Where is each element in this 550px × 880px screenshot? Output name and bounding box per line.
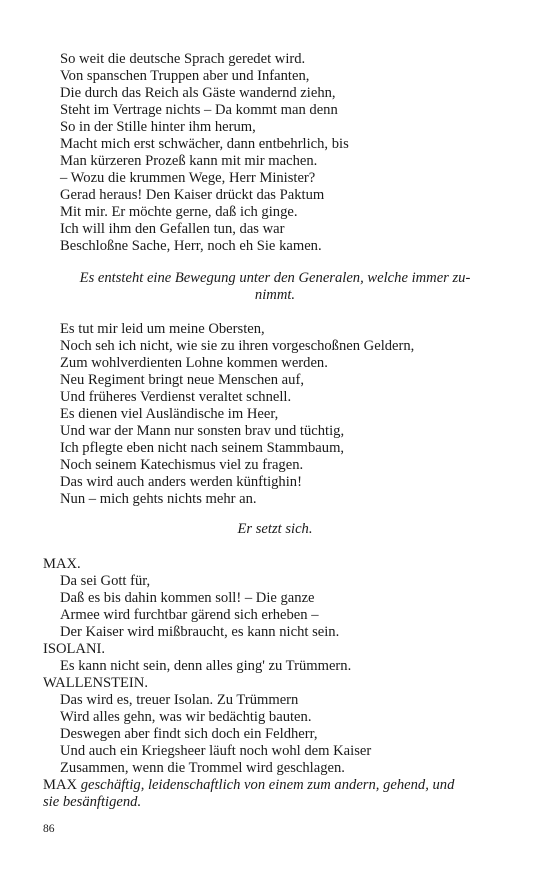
verse-line: So in der Stille hinter ihm herum, <box>60 119 256 135</box>
verse-line: Von spanschen Truppen aber und Infanten, <box>60 68 310 84</box>
verse-line: Und früheres Verdienst veraltet schnell. <box>60 389 292 405</box>
verse-block-2 <box>0 321 550 508</box>
verse-line: Es kann nicht sein, denn alles ging' zu Trümmern. <box>60 658 352 674</box>
stage-direction-line: nimmt. <box>254 287 296 303</box>
speaker-name: WALLENSTEIN. <box>43 675 148 691</box>
verse-line: Deswegen aber findt sich doch ein Feldherr, <box>60 726 318 742</box>
verse-block-1 <box>0 51 550 255</box>
speaker-name: ISOLANI. <box>43 641 106 657</box>
dialogue-block <box>0 556 550 811</box>
verse-line: Ich will ihm den Gefallen tun, das war <box>60 221 285 237</box>
verse-line: Da sei Gott für, <box>60 573 151 589</box>
verse-line: – Wozu die krummen Wege, Herr Minister? <box>60 170 316 186</box>
stage-direction <box>0 521 550 538</box>
page-number: 86 <box>43 823 55 835</box>
inline-stage-direction: sie besänftigend. <box>43 794 142 810</box>
speaker-name: MAX <box>43 777 78 793</box>
verse-line: Ich pflegte eben nicht nach seinem Stammbaum, <box>60 440 345 456</box>
stage-direction <box>0 270 550 304</box>
speaker-name: MAX. <box>43 556 81 572</box>
verse-line: Steht im Vertrage nichts – Da kommt man denn <box>60 102 338 118</box>
verse-line: Neu Regiment bringt neue Menschen auf, <box>60 372 304 388</box>
verse-line: Und war der Mann nur sonsten brav und tüchtig, <box>60 423 345 439</box>
verse-line: Macht mich erst schwächer, dann entbehrlich, bis <box>60 136 349 152</box>
inline-stage-direction: geschäftig, leidenschaftlich von einem zum andern, gehend, und <box>80 777 455 793</box>
verse-line: Das wird auch anders werden künftighin! <box>60 474 302 490</box>
verse-line: So weit die deutsche Sprach geredet wird. <box>60 51 306 67</box>
verse-line: Beschloßne Sache, Herr, noch eh Sie kamen. <box>60 238 322 254</box>
verse-line: Es tut mir leid um meine Obersten, <box>60 321 265 337</box>
verse-line: Nun – mich gehts nichts mehr an. <box>60 491 257 507</box>
verse-line: Noch seinem Katechismus viel zu fragen. <box>60 457 304 473</box>
verse-line: Zusammen, wenn die Trommel wird geschlagen. <box>60 760 345 776</box>
verse-line: Man kürzeren Prozeß kann mit mir machen. <box>60 153 318 169</box>
verse-line: Daß es bis dahin kommen soll! – Die ganze <box>60 590 315 606</box>
stage-direction-line: Er setzt sich. <box>237 521 313 537</box>
speaker-with-direction <box>0 777 550 794</box>
verse-line: Zum wohlverdienten Lohne kommen werden. <box>60 355 328 371</box>
verse-line: Die durch das Reich als Gäste wandernd ziehn, <box>60 85 336 101</box>
verse-line: Es dienen viel Ausländische im Heer, <box>60 406 279 422</box>
verse-line: Armee wird furchtbar gärend sich erheben – <box>60 607 319 623</box>
verse-line: Mit mir. Er möchte gerne, daß ich ginge. <box>60 204 298 220</box>
verse-line: Noch seh ich nicht, wie sie zu ihren vorgeschoßnen Geldern, <box>60 338 415 354</box>
verse-line: Gerad heraus! Den Kaiser drückt das Paktum <box>60 187 325 203</box>
verse-line: Das wird es, treuer Isolan. Zu Trümmern <box>60 692 299 708</box>
stage-direction-line: Es entsteht eine Bewegung unter den Generalen, welche immer zu- <box>79 270 471 286</box>
verse-line: Der Kaiser wird mißbraucht, es kann nicht sein. <box>60 624 340 640</box>
verse-line: Und auch ein Kriegsheer läuft noch wohl dem Kaiser <box>60 743 372 759</box>
verse-line: Wird alles gehn, was wir bedächtig bauten. <box>60 709 312 725</box>
